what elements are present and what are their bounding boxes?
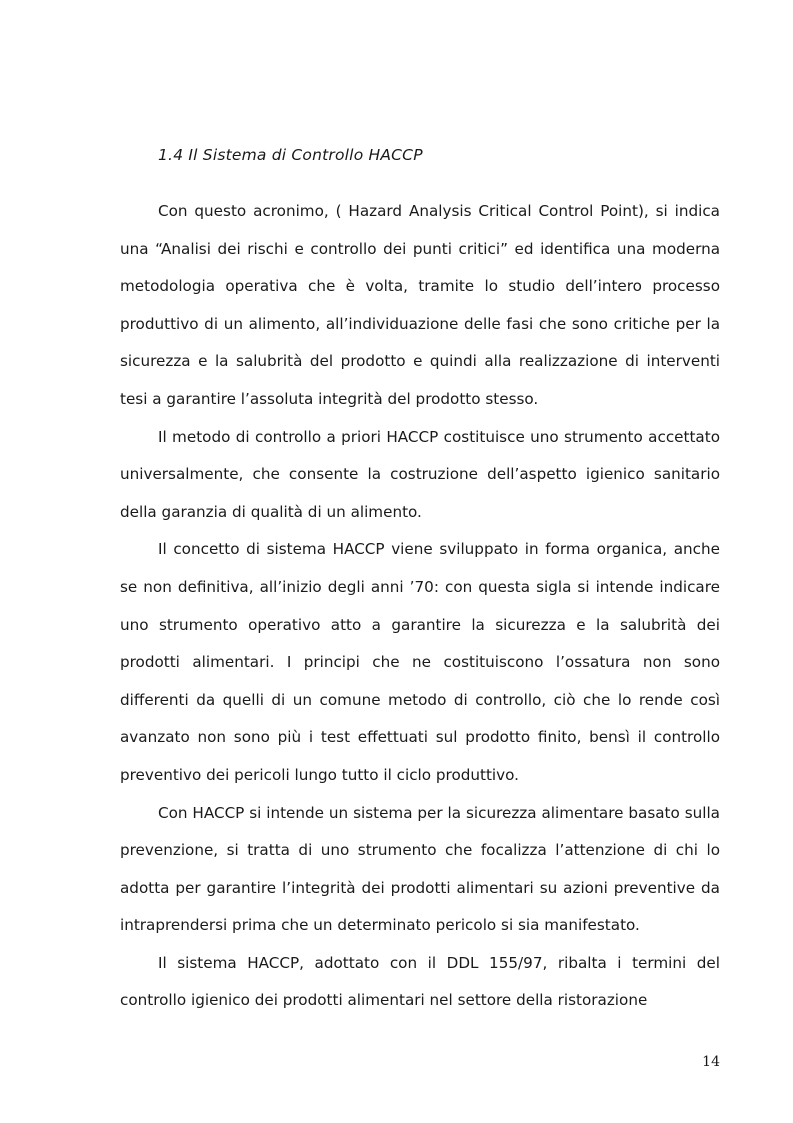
paragraph-5: Il sistema HACCP, adottato con il DDL 155/97, ribalta i termini del controllo igienico dei prodotti alimentari nel settore della ristorazione <box>120 953 720 1010</box>
page-number: 14 <box>702 1054 720 1070</box>
paragraph-2: Il metodo di controllo a priori HACCP costituisce uno strumento accettato universalmente, che consente la costruzione dell’aspetto igienico sanitario della garanzia di qualità di un alimento. <box>120 427 720 521</box>
paragraph-1: Con questo acronimo, ( Hazard Analysis Critical Control Point), si indica una “Analisi dei rischi e controllo dei punti critici” ed identifica una moderna metodologia operativa che è volta, tramite lo studio dell’intero processo produttivo di un alimento, all’individuazione delle fasi che sono critiche per la sicurezza e la salubrità del prodotto e quindi alla realizzazione di interventi tesi a garantire l’assoluta integrità del prodotto stesso. <box>120 202 720 408</box>
body-text <box>120 193 720 1020</box>
paragraph-3: Il concetto di sistema HACCP viene sviluppato in forma organica, anche se non definitiva, all’inizio degli anni ’70: con questa sigla si intende indicare uno strumento operativo atto a garantire la sicurezza e la salubrità dei prodotti alimentari. I principi che ne costituiscono l’ossatura non sono differenti da quelli di un comune metodo di controllo, ciò che lo rende così avanzato non sono più i test effettuati sul prodotto finito, bensì il controllo preventivo dei pericoli lungo tutto il ciclo produttivo. <box>120 540 720 784</box>
paragraph-4: Con HACCP si intende un sistema per la sicurezza alimentare basato sulla prevenzione, si tratta di uno strumento che focalizza l’attenzione di chi lo adotta per garantire l’integrità dei prodotti alimentari su azioni preventive da intraprendersi prima che un determinato pericolo si sia manifestato. <box>120 803 720 935</box>
section-heading: 1.4 Il Sistema di Controllo HACCP <box>158 146 423 164</box>
